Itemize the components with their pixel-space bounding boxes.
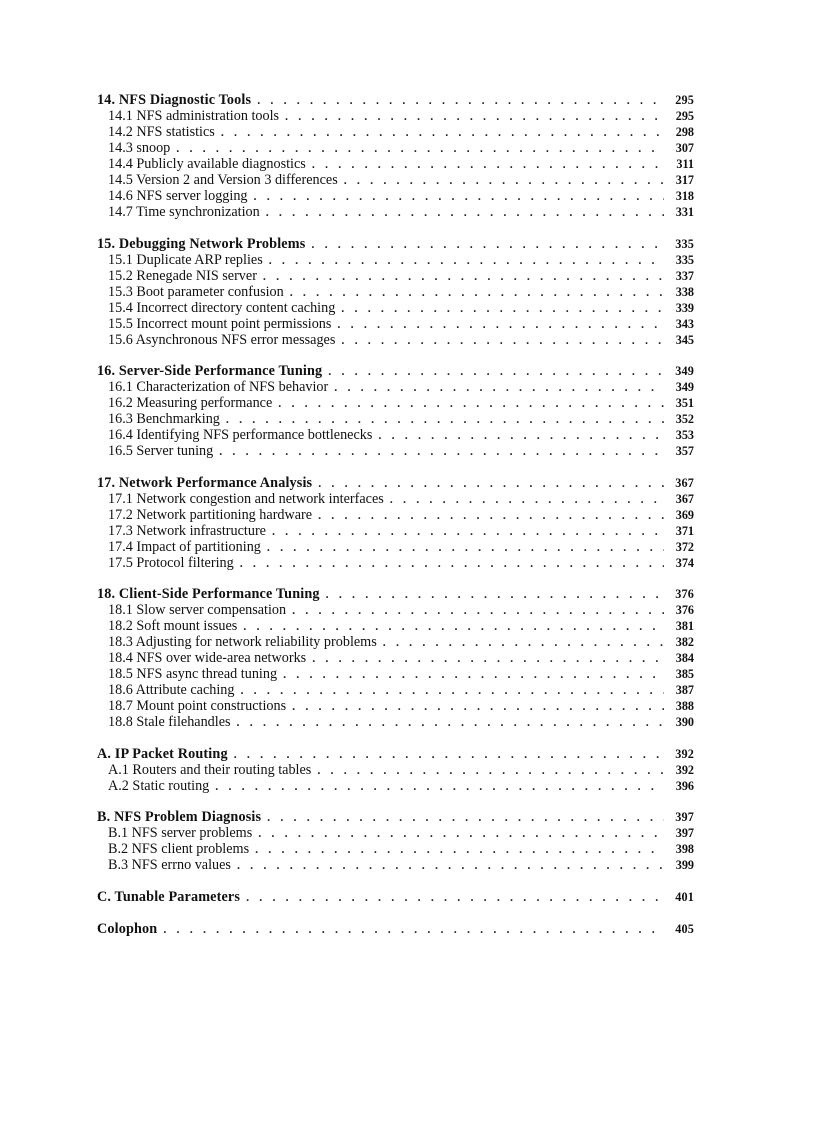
toc-section-title: 16.3 Benchmarking	[108, 411, 220, 427]
dot-leader	[334, 379, 664, 395]
dot-leader	[267, 539, 664, 555]
toc-page-number: 382	[675, 635, 694, 649]
toc-page-number: 367	[675, 491, 694, 506]
toc-section-title: 17.2 Network partitioning hardware	[108, 506, 313, 523]
toc-page-number: 392	[675, 762, 694, 777]
toc-section-title: 15.6 Asynchronous NFS error messages	[108, 331, 336, 348]
dot-leader	[292, 602, 664, 618]
toc-section-entry[interactable]	[97, 443, 694, 459]
toc-page-number: 353	[675, 428, 694, 442]
dot-leader	[267, 809, 664, 825]
toc-chapter	[97, 809, 694, 873]
toc-chapter-entry[interactable]	[97, 363, 694, 379]
toc-page-number: 398	[675, 842, 694, 856]
dot-leader	[272, 523, 664, 539]
toc-chapter-title: 14. NFS Diagnostic Tools	[97, 92, 252, 108]
dot-leader	[258, 825, 664, 841]
toc-page-number: 388	[675, 699, 694, 713]
dot-leader	[163, 921, 664, 937]
dot-leader	[257, 92, 664, 108]
toc-section-entry[interactable]	[97, 841, 694, 857]
dot-leader	[221, 124, 664, 140]
toc-section-entry[interactable]	[97, 539, 694, 555]
toc-page-number: 331	[675, 205, 694, 219]
toc-chapter-entry[interactable]	[97, 809, 694, 825]
toc-page-number: 376	[675, 603, 694, 617]
toc-page-number: 371	[675, 523, 694, 538]
toc-section-title: 14.6 NFS server logging	[108, 188, 248, 204]
toc-section-title: 15.4 Incorrect directory content caching	[108, 299, 336, 316]
dot-leader	[318, 507, 664, 523]
toc-section-title: 14.4 Publicly available diagnostics	[108, 156, 306, 172]
toc-page-number: 295	[675, 93, 694, 107]
toc-section-title: 16.5 Server tuning	[108, 443, 214, 459]
toc-section-entry[interactable]	[97, 602, 694, 618]
toc-section-entry[interactable]	[97, 507, 694, 523]
toc-page-number: 318	[675, 189, 694, 203]
toc-page-number: 338	[675, 284, 694, 299]
toc-section-entry[interactable]	[97, 634, 694, 650]
toc-page-number: 385	[675, 667, 694, 681]
toc-section-title: 16.4 Identifying NFS performance bottlenecks	[108, 427, 373, 443]
toc-page-number: 357	[675, 444, 694, 458]
dot-leader	[226, 411, 664, 427]
toc-page-number: 345	[675, 332, 694, 347]
table-of-contents	[97, 92, 694, 953]
toc-chapter	[97, 92, 694, 220]
toc-section-entry[interactable]	[97, 682, 694, 698]
toc-section-entry[interactable]	[97, 379, 694, 395]
toc-chapter-title: Colophon	[97, 920, 158, 937]
dot-leader	[318, 475, 664, 491]
toc-page-number: 372	[675, 539, 694, 554]
toc-section-title: 15.1 Duplicate ARP replies	[108, 251, 263, 268]
toc-page-number: 349	[675, 364, 694, 378]
toc-section-title: 14.2 NFS statistics	[108, 124, 215, 140]
toc-section-entry[interactable]	[97, 156, 694, 172]
dot-leader	[341, 300, 664, 316]
toc-section-entry[interactable]	[97, 857, 694, 873]
dot-leader	[326, 586, 664, 602]
toc-section-title: 18.2 Soft mount issues	[108, 618, 238, 634]
dot-leader	[378, 427, 664, 443]
toc-section-entry[interactable]	[97, 284, 694, 300]
toc-chapter-title: 16. Server-Side Performance Tuning	[97, 363, 323, 379]
toc-page-number: 339	[675, 300, 694, 315]
toc-page-number: 374	[675, 555, 694, 570]
toc-page-number: 405	[675, 921, 694, 936]
dot-leader	[269, 252, 664, 268]
toc-chapter	[97, 236, 694, 348]
toc-section-entry[interactable]	[97, 666, 694, 682]
toc-page-number: 392	[675, 746, 694, 761]
toc-chapter-entry[interactable]	[97, 236, 694, 252]
toc-section-title: 14.5 Version 2 and Version 3 differences	[108, 172, 338, 188]
dot-leader	[278, 395, 664, 411]
dot-leader	[285, 108, 664, 124]
toc-section-title: 18.1 Slow server compensation	[108, 602, 287, 618]
dot-leader	[290, 284, 664, 300]
toc-chapter	[97, 586, 694, 730]
toc-page-number: 387	[675, 683, 694, 697]
toc-section-entry[interactable]	[97, 427, 694, 443]
toc-section-title: 18.4 NFS over wide-area networks	[108, 650, 307, 666]
toc-section-entry[interactable]	[97, 252, 694, 268]
toc-section-entry[interactable]	[97, 108, 694, 124]
dot-leader	[292, 698, 664, 714]
toc-chapter	[97, 363, 694, 459]
toc-chapter-entry[interactable]	[97, 921, 694, 937]
toc-section-title: 18.8 Stale filehandles	[108, 714, 231, 730]
toc-section-entry[interactable]	[97, 395, 694, 411]
toc-section-entry[interactable]	[97, 316, 694, 332]
dot-leader	[234, 746, 664, 762]
toc-page-number: 349	[675, 380, 694, 394]
dot-leader	[341, 332, 664, 348]
dot-leader	[328, 363, 664, 379]
toc-section-title: 18.7 Mount point constructions	[108, 698, 287, 714]
toc-section-entry[interactable]	[97, 523, 694, 539]
toc-page-number: 335	[675, 252, 694, 267]
toc-page-number: 381	[675, 619, 694, 633]
toc-section-title: 16.2 Measuring performance	[108, 395, 273, 411]
toc-chapter	[97, 921, 694, 937]
dot-leader	[176, 140, 664, 156]
toc-section-title: 18.5 NFS async thread tuning	[108, 666, 278, 682]
toc-page-number: 397	[675, 810, 694, 824]
toc-page-number: 390	[675, 715, 694, 729]
toc-page-number: 343	[675, 316, 694, 331]
toc-chapter-title: A. IP Packet Routing	[97, 745, 228, 762]
toc-section-entry[interactable]	[97, 698, 694, 714]
toc-page-number: 335	[675, 236, 694, 251]
toc-page-number: 298	[675, 125, 694, 139]
toc-section-entry[interactable]	[97, 268, 694, 284]
toc-chapter-entry[interactable]	[97, 746, 694, 762]
toc-chapter	[97, 475, 694, 571]
toc-section-entry[interactable]	[97, 124, 694, 140]
toc-chapter	[97, 746, 694, 794]
toc-section-entry[interactable]	[97, 618, 694, 634]
toc-section-entry[interactable]	[97, 714, 694, 730]
toc-chapter-entry[interactable]	[97, 92, 694, 108]
toc-section-entry[interactable]	[97, 491, 694, 507]
toc-section-title: 17.1 Network congestion and network interfaces	[108, 490, 384, 507]
toc-section-entry[interactable]	[97, 172, 694, 188]
toc-page-number: 311	[676, 157, 694, 171]
toc-section-title: A.2 Static routing	[108, 777, 210, 794]
toc-section-title: 15.2 Renegade NIS server	[108, 267, 257, 284]
dot-leader	[237, 857, 664, 873]
toc-page-number: 401	[675, 889, 694, 904]
toc-section-title: A.1 Routers and their routing tables	[108, 761, 312, 778]
toc-section-entry[interactable]	[97, 762, 694, 778]
dot-leader	[219, 443, 664, 459]
toc-chapter-title: C. Tunable Parameters	[97, 888, 241, 905]
toc-section-title: 14.1 NFS administration tools	[108, 108, 280, 124]
dot-leader	[240, 555, 664, 571]
dot-leader	[383, 634, 664, 650]
dot-leader	[344, 172, 664, 188]
dot-leader	[311, 236, 664, 252]
dot-leader	[263, 268, 664, 284]
toc-page-number: 307	[675, 141, 694, 155]
dot-leader	[312, 650, 664, 666]
toc-section-entry[interactable]	[97, 332, 694, 348]
toc-chapter-title: 15. Debugging Network Problems	[97, 235, 306, 252]
toc-section-title: B.2 NFS client problems	[108, 841, 250, 857]
toc-section-entry[interactable]	[97, 140, 694, 156]
dot-leader	[390, 491, 664, 507]
toc-section-entry[interactable]	[97, 188, 694, 204]
dot-leader	[246, 889, 664, 905]
toc-section-entry[interactable]	[97, 411, 694, 427]
toc-section-title: 15.3 Boot parameter confusion	[108, 283, 284, 300]
toc-section-title: 18.6 Attribute caching	[108, 682, 235, 698]
toc-section-entry[interactable]	[97, 778, 694, 794]
toc-section-title: 17.4 Impact of partitioning	[108, 538, 261, 555]
dot-leader	[215, 778, 664, 794]
toc-page-number: 352	[675, 412, 694, 426]
toc-section-entry[interactable]	[97, 555, 694, 571]
dot-leader	[240, 682, 664, 698]
dot-leader	[312, 156, 664, 172]
toc-section-entry[interactable]	[97, 650, 694, 666]
dot-leader	[337, 316, 664, 332]
toc-section-title: 14.3 snoop	[108, 140, 171, 156]
toc-section-title: 16.1 Characterization of NFS behavior	[108, 379, 329, 395]
toc-section-title: B.1 NFS server problems	[108, 825, 253, 841]
dot-leader	[237, 714, 664, 730]
toc-section-title: 18.3 Adjusting for network reliability problems	[108, 634, 377, 650]
toc-section-title: B.3 NFS errno values	[108, 857, 231, 873]
toc-section-entry[interactable]	[97, 825, 694, 841]
toc-chapter-title: B. NFS Problem Diagnosis	[97, 809, 262, 825]
toc-page-number: 295	[675, 109, 694, 123]
toc-section-title: 17.3 Network infrastructure	[108, 522, 266, 539]
toc-page-number: 396	[675, 778, 694, 793]
toc-section-title: 17.5 Protocol filtering	[108, 554, 234, 571]
toc-page-number: 337	[675, 268, 694, 283]
toc-section-title: 14.7 Time synchronization	[108, 204, 260, 220]
dot-leader	[266, 204, 664, 220]
toc-page-number: 367	[675, 475, 694, 490]
toc-page-number: 384	[675, 651, 694, 665]
toc-section-entry[interactable]	[97, 300, 694, 316]
dot-leader	[243, 618, 664, 634]
toc-page-number: 369	[675, 507, 694, 522]
toc-chapter-entry[interactable]	[97, 889, 694, 905]
toc-chapter-title: 17. Network Performance Analysis	[97, 474, 313, 491]
toc-chapter-entry[interactable]	[97, 586, 694, 602]
toc-page-number: 317	[675, 173, 694, 187]
toc-section-title: 15.5 Incorrect mount point permissions	[108, 315, 332, 332]
dot-leader	[317, 762, 664, 778]
toc-page-number: 351	[675, 396, 694, 410]
toc-page-number: 399	[675, 858, 694, 872]
toc-chapter-entry[interactable]	[97, 475, 694, 491]
toc-chapter	[97, 889, 694, 905]
dot-leader	[283, 666, 664, 682]
toc-page-number: 376	[675, 587, 694, 601]
toc-page-number: 397	[675, 826, 694, 840]
dot-leader	[255, 841, 664, 857]
dot-leader	[254, 188, 664, 204]
toc-chapter-title: 18. Client-Side Performance Tuning	[97, 586, 320, 602]
toc-section-entry[interactable]	[97, 204, 694, 220]
